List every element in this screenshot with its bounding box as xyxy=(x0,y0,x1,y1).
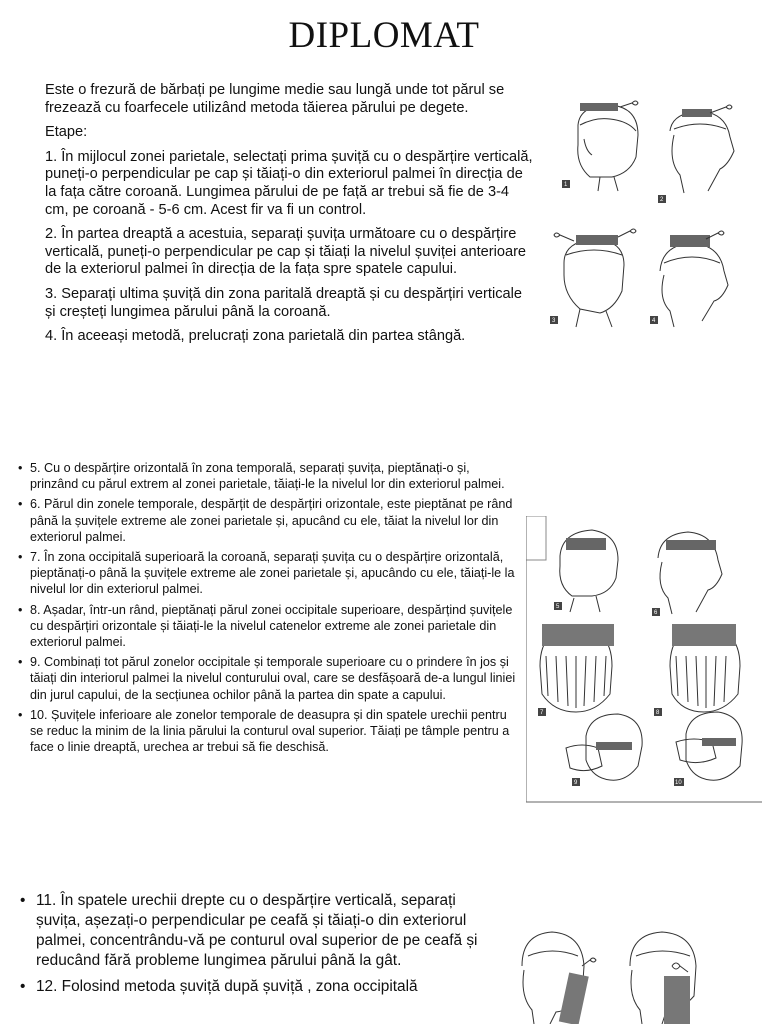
list-item: • 10. Șuvițele inferioare ale zonelor temporale de deasupra și din spatele urechii pentru se reduc la minim de la linia părului la conturul oval superior. Tăiați pe tâmple pentru a face o linie dreaptă, urechea ar trebui să fie deschisă. xyxy=(18,707,520,756)
list-item: • 6. Părul din zonele temporale, despărțit de despărțiri orizontale, este pieptănat pe rând până la șuvițele extreme ale zonei parietale și, apucând cu ele, tăiat la nivelul lor din exteriorul palmei. xyxy=(18,496,520,545)
head-drawing xyxy=(560,530,618,612)
head-drawing xyxy=(554,229,636,327)
head-drawing xyxy=(676,712,742,780)
list-item: • 9. Combinați tot părul zonelor occipitale și temporale superioare cu o prindere în jos și tăiați din interiorul palmei la nivelul conturului oval, care se desfășoară de-a lungul liniei din jurul capului, de la secțiunea ochilor până la partea din spate a capului. xyxy=(18,654,520,703)
figure-number: 7 xyxy=(540,710,544,716)
head-drawing xyxy=(658,532,722,614)
steps-label: Etape: xyxy=(45,124,88,141)
head-drawing xyxy=(670,105,734,193)
step-item: 1. În mijlocul zonei parietale, selectați prima șuviță cu o despărțire verticală, puneți-o perpendicular pe cap și tăiați-o din exteriorul palmei în direcția de la fața către coroană. Lungimea părului de pe față ar trebui să fie de 3-4 cm, pe coroană - 5-6 cm. Acest fir va fi un control. xyxy=(45,148,533,218)
haircut-illustration-bottom xyxy=(512,926,712,1024)
page-title: DIPLOMAT xyxy=(288,15,480,56)
step-item: 4. În aceeași metodă, prelucrați zona parietală din partea stângă. xyxy=(45,328,466,345)
section-intro xyxy=(45,82,535,353)
figure-number: 1 xyxy=(564,182,568,188)
figure-number: 4 xyxy=(652,318,656,324)
head-drawing xyxy=(566,714,642,780)
head-drawing xyxy=(660,231,728,327)
head-drawing xyxy=(670,624,740,712)
step-item: 2. În partea dreaptă a acestuia, separați șuvița următoare cu o despărțire verticală, puneți-o perpendicular pe cap și tăiați la nivelul șuviței anterioare de la exteriorul palmei în direcția de la fața spre spatele capului. xyxy=(45,226,527,278)
haircut-illustration-middle xyxy=(526,516,762,806)
haircut-illustration-top xyxy=(550,95,750,335)
intro-paragraph: Este o frezură de bărbați pe lungime medie sau lungă unde tot părul se frezează cu foarfecele utilizând metoda tăierea părului pe degete. xyxy=(45,82,505,116)
head-drawing xyxy=(540,624,614,712)
head-drawing xyxy=(578,101,638,191)
figure-number: 8 xyxy=(656,710,660,716)
figure-number: 6 xyxy=(654,610,658,616)
list-item: • 11. În spatele urechii drepte cu o despărțire verticală, separați șuvița, așezați-o perpendicular pe ceafă și tăiați-o din exteriorul palmei, concentrându-vă pe conturul oval superior de pe ceafă și reducând fără probleme lungimea părului până la gât. xyxy=(20,891,490,971)
figure-number: 10 xyxy=(675,780,682,786)
figure-number: 9 xyxy=(574,780,578,786)
figure-number: 5 xyxy=(556,604,560,610)
list-item: • 8. Așadar, într-un rând, pieptănați părul zonei occipitale superioare, despărțind șuvițele cu despărțiri orizontale și tăiați-le la nivelul catenelor extreme ale zonei parietale din exteriorul palmei. xyxy=(18,602,520,651)
step-item: 3. Separați ultima șuviță din zona paritală dreaptă și cu despărțiri verticale și creșteți lungimea părului până la coroană. xyxy=(45,285,522,320)
figure-number: 2 xyxy=(660,197,664,203)
figure-number: 3 xyxy=(552,318,556,324)
head-drawing xyxy=(630,932,696,1024)
list-item: • 5. Cu o despărțire orizontală în zona temporală, separați șuvița, pieptănați-o și, prinzând cu părul extrem al zonei parietale, tăiați-le la nivelul lor din exteriorul palmei. xyxy=(18,460,520,492)
steps-list-bottom xyxy=(20,891,490,1003)
frame-corner xyxy=(526,516,546,560)
list-item: • 7. În zona occipitală superioară la coroană, separați șuvița cu o despărțire orizontală, pieptănați-o până la șuvițele extreme ale zonei parietale și, apucândo cu ele, tăiați-le la nivelul lor din exteriorul palmei. xyxy=(18,549,520,598)
steps-list-middle xyxy=(18,460,520,759)
head-drawing xyxy=(522,932,596,1024)
list-item: • 12. Folosind metoda șuviță după șuviță , zona occipitală xyxy=(20,977,490,997)
